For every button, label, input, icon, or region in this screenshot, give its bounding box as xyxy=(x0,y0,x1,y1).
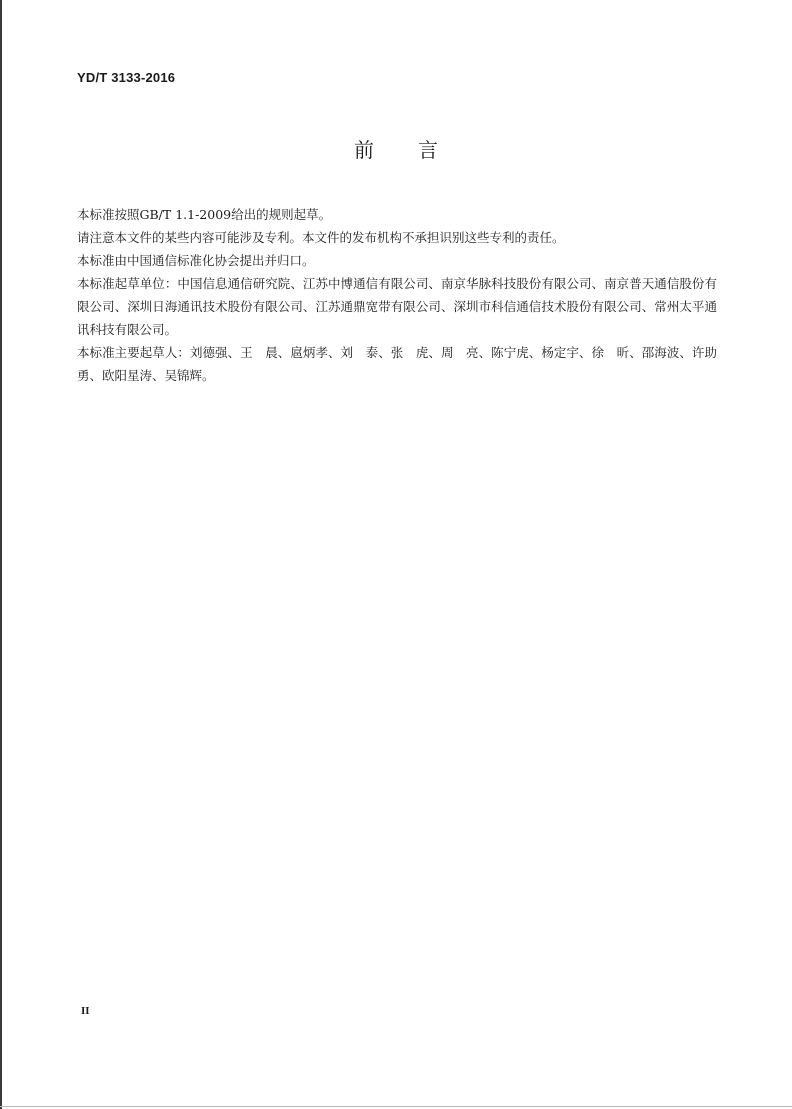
paragraph-proposer: 本标准由中国通信标准化协会提出并归口。 xyxy=(77,253,315,268)
paragraph-drafters: 本标准主要起草人：刘德强、王 晨、扈炳孝、刘 泰、张 虎、周 亮、陈宁虎、杨定宇、徐 昕、邵海波、许助勇、欧阳星涛、吴锦辉。 xyxy=(77,345,717,383)
page-number: II xyxy=(81,1005,90,1017)
page-title: 前言 xyxy=(354,138,482,162)
page-left-edge xyxy=(0,0,2,1109)
paragraph-drafting-units: 本标准起草单位：中国信息通信研究院、江苏中博通信有限公司、南京华脉科技股份有限公司、南京普天通信股份有限公司、深圳日海通讯技术股份有限公司、江苏通鼎宽带有限公司、深圳市科信通信技术股份有限公司、常州太平通讯科技有限公司。 xyxy=(77,276,717,337)
paragraph-patent-notice: 请注意本文件的某些内容可能涉及专利。本文件的发布机构不承担识别这些专利的责任。 xyxy=(77,230,565,245)
bottom-rule xyxy=(0,1106,792,1107)
paragraph-drafting-rules: 本标准按照GB/T 1.1-2009给出的规则起草。 xyxy=(77,207,332,222)
document-code: YD/T 3133-2016 xyxy=(77,70,176,85)
